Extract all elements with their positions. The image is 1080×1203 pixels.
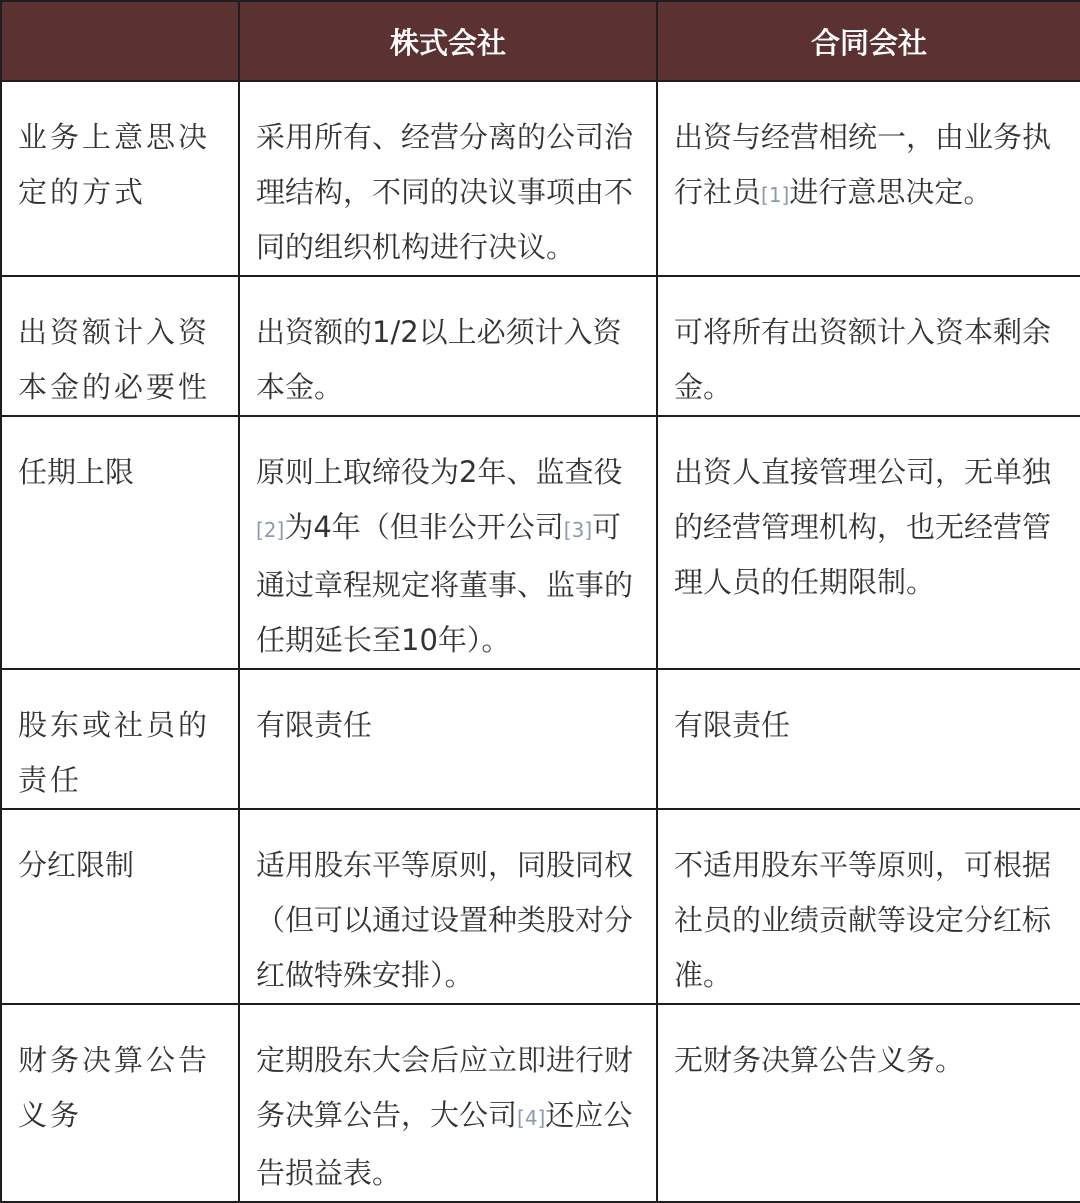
footnote-link-2[interactable]: [2] (256, 518, 285, 542)
cell-godo: 可将所有出资额计入资本剩余金。 (657, 276, 1080, 416)
cell-kabushiki (239, 1004, 657, 1202)
footnote-link-1[interactable]: [1] (761, 183, 790, 207)
cell-text: 为4年（但非公开公司 (284, 510, 564, 544)
cell-text: 进行意思决定。 (789, 175, 993, 209)
header-corner-cell (1, 1, 239, 81)
cell-kabushiki (239, 416, 657, 669)
table-row-financial-disclosure (1, 1004, 1080, 1202)
cell-godo: 出资人直接管理公司，无单独的经营管理机构，也无经营管理人员的任期限制。 (657, 416, 1080, 669)
cell-text: 原则上取缔役为2年、监查役 (256, 455, 623, 489)
cell-kabushiki: 有限责任 (239, 669, 657, 809)
row-label: 业务上意思决定的方式 (1, 81, 239, 276)
cell-kabushiki: 出资额的1/2以上必须计入资本金。 (239, 276, 657, 416)
row-label: 股东或社员的责任 (1, 669, 239, 809)
cell-kabushiki: 采用所有、经营分离的公司治理结构，不同的决议事项由不同的组织机构进行决议。 (239, 81, 657, 276)
row-label: 任期上限 (1, 416, 239, 669)
row-label: 分红限制 (1, 809, 239, 1004)
cell-godo: 有限责任 (657, 669, 1080, 809)
footnote-link-4[interactable]: [4] (517, 1106, 546, 1130)
cell-text: 还应公告损益表。 (256, 1098, 633, 1190)
table-row-dividend-limit (1, 809, 1080, 1004)
header-kabushiki-kaisha: 株式会社 (239, 1, 657, 81)
cell-text: 出资与经营相统一，由业务执行社员 (674, 120, 1052, 209)
cell-text: 可通过章程规定将董事、监事的任期延长至10年）。 (256, 510, 634, 657)
row-label: 出资额计入资本金的必要性 (1, 276, 239, 416)
cell-kabushiki: 适用股东平等原则，同股同权（但可以通过设置种类股对分红做特殊安排）。 (239, 809, 657, 1004)
table-row-capital-requirement (1, 276, 1080, 416)
table-row-term-limit (1, 416, 1080, 669)
cell-godo: 无财务决算公告义务。 (657, 1004, 1080, 1202)
row-label: 财务决算公告义务 (1, 1004, 239, 1202)
header-godo-kaisha: 合同会社 (657, 1, 1080, 81)
cell-text: 定期股东大会后应立即进行财务决算公告，大公司 (256, 1043, 634, 1132)
footnote-link-3[interactable]: [3] (563, 518, 593, 542)
cell-godo: 不适用股东平等原则，可根据社员的业绩贡献等设定分红标准。 (657, 809, 1080, 1004)
table-row-liability (1, 669, 1080, 809)
table-row-decision-method (1, 81, 1080, 276)
cell-godo (657, 81, 1080, 276)
header-row (1, 1, 1080, 81)
